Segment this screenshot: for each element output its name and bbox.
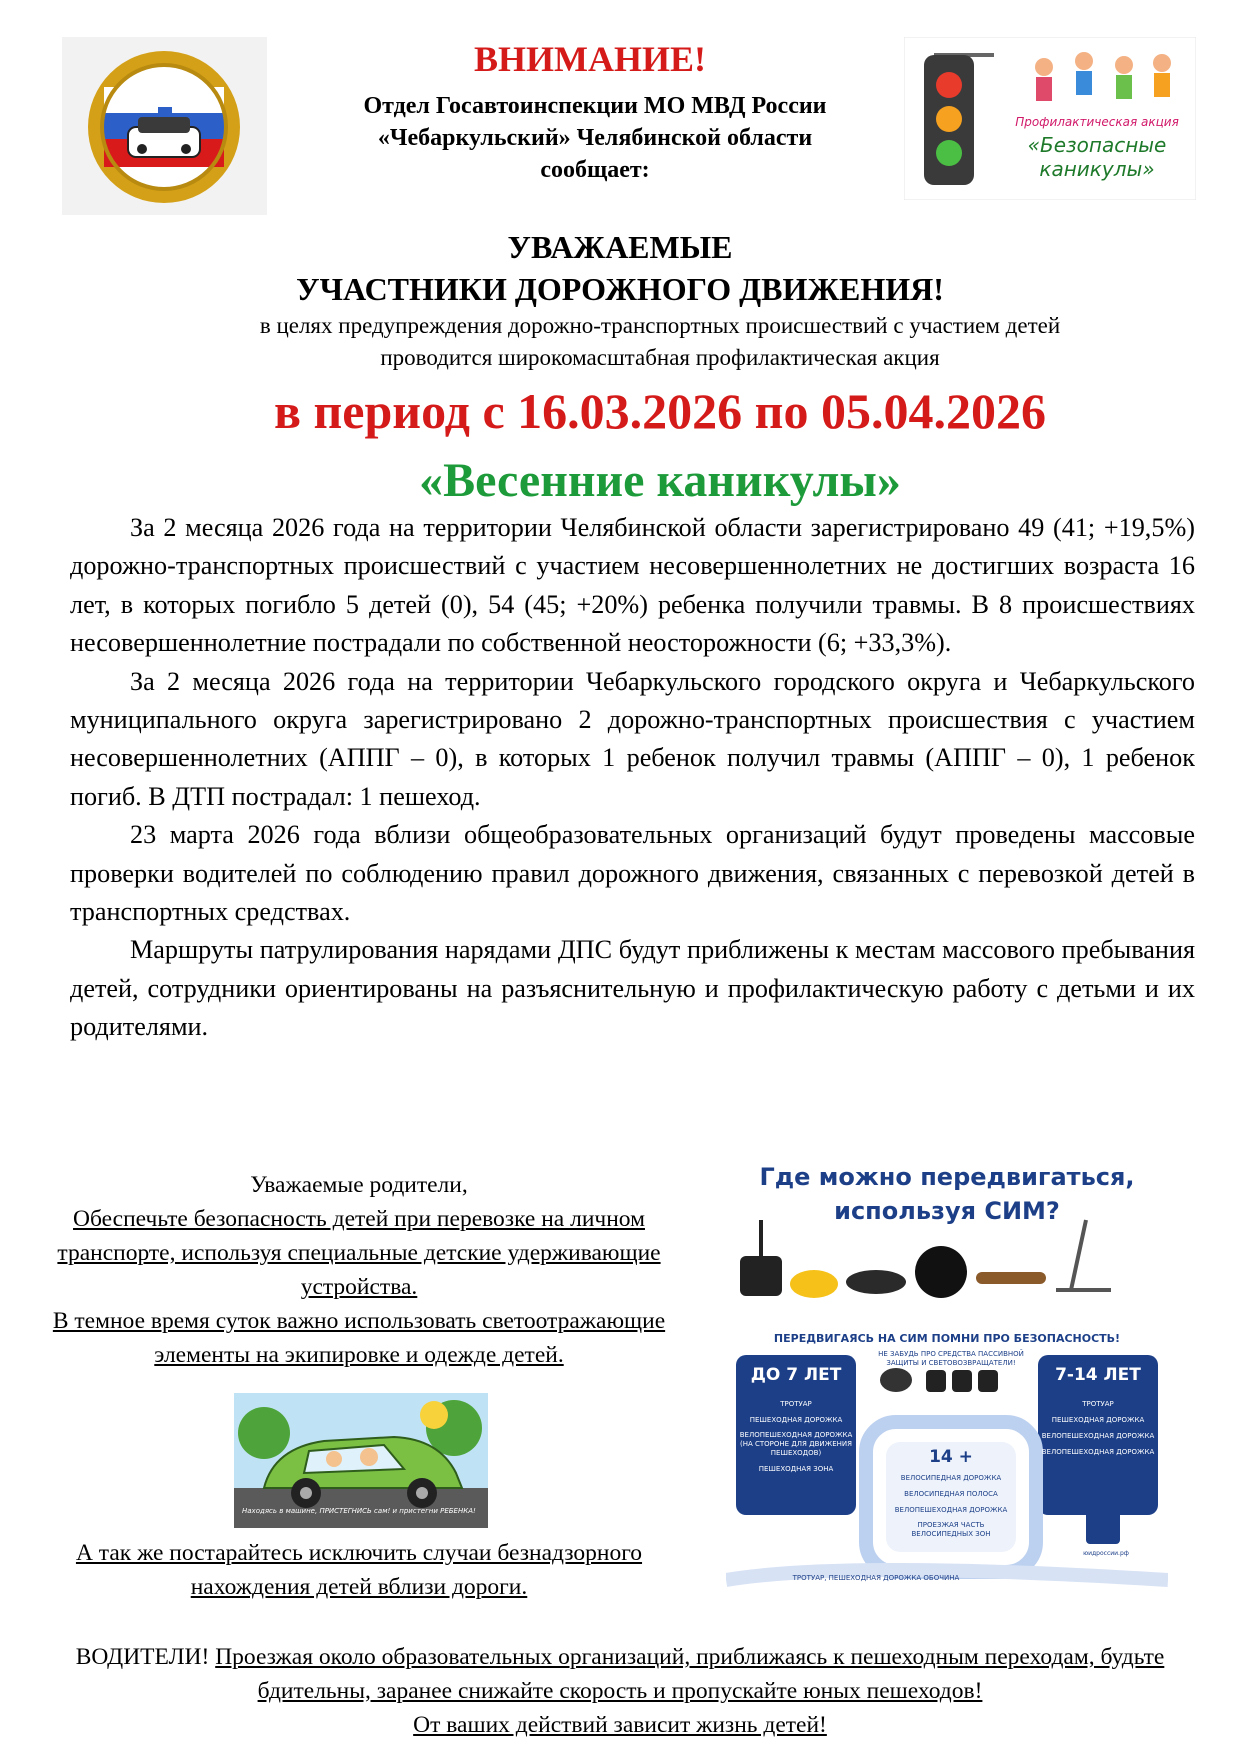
parents-supervision-advice: А так же постарайтесь исключить случаи безнадзорного нахождения детей вблизи дороги. <box>75 1540 643 1600</box>
traffic-police-emblem <box>62 37 267 215</box>
sim-reminder: НЕ ЗАБУДЬ ПРО СРЕДСТВА ПАССИВНОЙ ЗАЩИТЫ И СВЕТОВОЗВРАЩАТЕЛИ! <box>878 1350 1024 1367</box>
paragraph-driver-checks: 23 марта 2026 года вблизи общеобразовательных организаций будут проведены массовые проверки водителей по соблюдению правил дорожного движения, связанных с перевозкой детей в транспортных средствах. <box>70 820 1195 927</box>
drivers-lead: ВОДИТЕЛИ! <box>75 1644 210 1670</box>
sim-14-plus-item: ВЕЛОСИПЕДНАЯ ПОЛОСА <box>904 1490 998 1498</box>
parents-seat-advice: Обеспечьте безопасность детей при перевозке на личном транспорте, используя специальные детские удерживающие устройства. <box>57 1206 661 1300</box>
sim-under-7-title: ДО 7 ЛЕТ <box>750 1365 842 1385</box>
sim-footer: юидроссии.рф <box>1083 1550 1129 1557</box>
drivers-appeal <box>40 1640 1200 1742</box>
reports-label: сообщает: <box>540 157 650 183</box>
safe-holidays-caption-top: Профилактическая акция <box>1015 115 1179 129</box>
paragraph-region-stats: За 2 месяца 2026 года на территории Челябинской области зарегистрировано 49 (41; +19,5%) дорожно-транспортных происшествий с участием несовершеннолетних не достигших возраста 16 лет, в которых погибло 5 детей (0), 54 (45; +20%) ребенка получили травмы. В 8 происшествиях несовершеннолетние пострадали по собственной неосторожности (6; +33,3%). <box>70 513 1195 658</box>
car-caption: Находясь в машине, ПРИСТЕГНИСЬ сам! и пристегни РЕБЕНКА! <box>242 1507 476 1515</box>
main-body <box>70 509 1195 1047</box>
sim-title-line-2: используя СИМ? <box>834 1197 1060 1225</box>
sim-poster-title <box>726 1160 1168 1228</box>
intro-line-1: в целях предупреждения дорожно-транспортных происшествий с участием детей <box>259 313 1061 338</box>
sim-safety-banner: ПЕРЕДВИГАЯСЬ НА СИМ ПОМНИ ПРО БЕЗОПАСНОСТЬ! <box>773 1332 1121 1345</box>
parents-appeal <box>44 1168 674 1372</box>
sim-under-7-box <box>736 1365 856 1474</box>
sim-14-plus-item: ВЕЛОСИПЕДНАЯ ДОРОЖКА <box>900 1474 1002 1482</box>
safe-holidays-logo <box>904 37 1196 200</box>
intro-text <box>120 310 1200 374</box>
sim-under-7-item: ПЕШЕХОДНАЯ ЗОНА <box>758 1465 834 1473</box>
safe-holidays-caption-main <box>999 133 1195 181</box>
sim-title-line-1: Где можно передвигаться, <box>759 1163 1135 1191</box>
warning-heading: ВНИМАНИЕ! <box>474 39 706 79</box>
safe-holidays-title-1: «Безопасные <box>1027 133 1167 157</box>
car-with-children-illustration <box>234 1393 488 1528</box>
sim-14-plus-title: 14 + <box>929 1447 973 1467</box>
campaign-period: в период с 16.03.2026 по 05.04.2026 <box>274 383 1046 439</box>
paragraph-local-stats: За 2 месяца 2026 года на территории Чебаркульского городского округа и Чебаркульского муниципального округа зарегистрировано 2 дорожно-транспортных происшествия с участием несовершеннолетних (АППГ – 0), в которых 1 ребенок получил травмы (АППГ – 0), 1 ребенок погиб. В ДТП пострадал: 1 пешеход. <box>70 666 1195 811</box>
sim-poster <box>726 1160 1168 1598</box>
sim-under-7-item: ВЕЛОПЕШЕХОДНАЯ ДОРОЖКА (НА СТОРОНЕ ДЛЯ ДВИЖЕНИЯ ПЕШЕХОДОВ) <box>739 1431 853 1457</box>
sim-7-14-item: ВЕЛОПЕШЕХОДНАЯ ДОРОЖКА <box>1041 1448 1155 1456</box>
sim-7-14-box <box>1038 1365 1158 1457</box>
greeting-line-2: УЧАСТНИКИ ДОРОЖНОГО ДВИЖЕНИЯ! <box>296 271 944 307</box>
intro-line-2: проводится широкомасштабная профилактическая акция <box>380 345 940 370</box>
sim-7-14-item: ВЕЛОПЕШЕХОДНАЯ ДОРОЖКА <box>1041 1432 1155 1440</box>
department-name: Отдел Госавтоинспекции МО МВД России «Чебаркульский» Челябинской области <box>363 93 827 151</box>
sim-7-14-item: ТРОТУАР <box>1082 1400 1114 1408</box>
sim-7-14-item: ПЕШЕХОДНАЯ ДОРОЖКА <box>1051 1416 1145 1424</box>
sim-14-plus-item: ПРОЕЗЖАЯ ЧАСТЬ ВЕЛОСИПЕДНЫХ ЗОН <box>911 1521 991 1538</box>
sim-14-plus-box <box>886 1447 1016 1539</box>
sim-bottom-line: ТРОТУАР, ПЕШЕХОДНАЯ ДОРОЖКА ОБОЧИНА <box>792 1574 960 1582</box>
greeting-line-1: УВАЖАЕМЫЕ <box>507 229 733 265</box>
campaign-name: «Весенние каникулы» <box>419 454 901 507</box>
parents-salutation: Уважаемые родители, <box>250 1172 468 1198</box>
sim-14-plus-item: ВЕЛОПЕШЕХОДНАЯ ДОРОЖКА <box>894 1506 1008 1514</box>
parents-reflector-advice: В темное время суток важно использовать светоотражающие элементы на экипировке и одежде детей. <box>52 1308 666 1368</box>
drivers-closing: От ваших действий зависит жизнь детей! <box>413 1712 827 1738</box>
sim-7-14-title: 7-14 ЛЕТ <box>1055 1365 1141 1385</box>
greeting <box>200 226 1040 310</box>
sim-under-7-item: ТРОТУАР <box>780 1400 812 1408</box>
safe-holidays-title-2: каникулы» <box>1039 157 1155 181</box>
department-block <box>320 90 870 186</box>
paragraph-patrol-routes: Маршруты патрулирования нарядами ДПС будут приближены к местам массового пребывания детей, сотрудники ориентированы на разъяснительную и профилактическую работу с детьми и их родителями. <box>70 935 1195 1042</box>
sim-under-7-item: ПЕШЕХОДНАЯ ДОРОЖКА <box>749 1416 843 1424</box>
drivers-text: Проезжая около образовательных организаций, приближаясь к пешеходным переходам, будьте бдительны, заранее снижайте скорость и пропускайте юных пешеходов! <box>215 1644 1165 1704</box>
